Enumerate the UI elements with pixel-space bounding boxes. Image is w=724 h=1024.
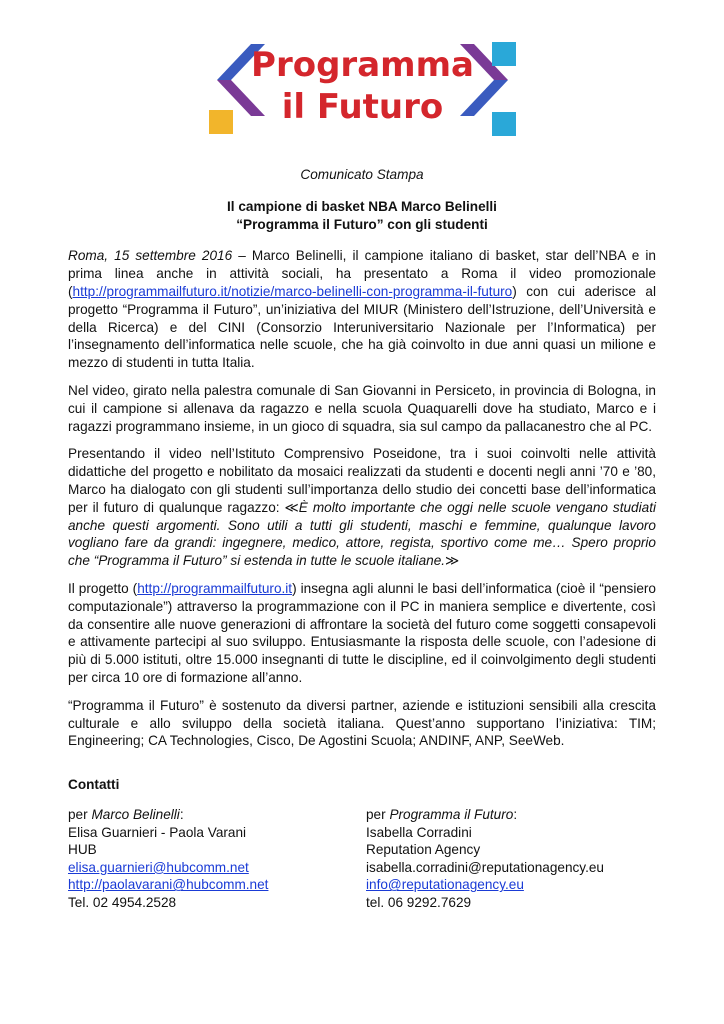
contact-for-suffix: : bbox=[513, 807, 518, 822]
contacts-section bbox=[68, 776, 656, 910]
paragraph-1 bbox=[68, 247, 656, 372]
contact-for-suffix: : bbox=[179, 807, 184, 822]
title-line-1: Il campione di basket NBA Marco Belinelli bbox=[227, 198, 497, 214]
contact-email-2[interactable]: http://paolavarani@hubcomm.net bbox=[68, 877, 269, 893]
contact-for-line bbox=[68, 806, 348, 824]
contact-email-1[interactable]: elisa.guarnieri@hubcomm.net bbox=[68, 859, 249, 875]
paragraph-3 bbox=[68, 445, 656, 570]
contact-names: Elisa Guarnieri - Paola Varani bbox=[68, 824, 247, 840]
p4-text-b: ) insegna agli alunni le basi dell’informatica (cioè il “pensiero computazionale”) attraverso la programmazione con il PC in maniera semplice e divertente, così da consentire alle nuove generazioni di affrontare la società del futuro come soggetti consapevoli e attivamente partecipi al suo sviluppo. Entusiasmante la risposta delle scuole, con l’adesione di più di 5.000 istituti, oltre 15.000 insegnanti di tutte le discipline, ed il coinvolgimento degli studenti per circa 10 ore di formazione all’anno. bbox=[68, 580, 656, 685]
contact-org: Reputation Agency bbox=[366, 842, 481, 858]
contact-for-name: Programma il Futuro bbox=[389, 807, 514, 822]
contacts-title: Contatti bbox=[68, 777, 120, 792]
contact-names: Isabella Corradini bbox=[366, 824, 472, 840]
contact-phone: tel. 06 9292.7629 bbox=[366, 894, 472, 910]
contact-phone: Tel. 02 4954.2528 bbox=[68, 894, 177, 910]
document-title bbox=[68, 198, 656, 234]
p1-text-b: ) con cui aderisce al progetto “Programma il Futuro”, un’iniziativa del MIUR (Ministero dell’Istruzione, dell’Università e della Ricerca) e del CINI (Consorzio Interuniversitario Nazionale per l’Informatica) per l’insegnamento dell’informatica nelle scuole, che ha già coinvolto in due anni quasi un milione e mezzo di studenti in tutta Italia. bbox=[68, 283, 656, 371]
dateline: Roma, 15 settembre 2016 bbox=[68, 248, 233, 264]
paragraph-4 bbox=[68, 580, 656, 687]
contact-email-1: isabella.corradini@reputationagency.eu bbox=[366, 859, 604, 875]
contact-org: HUB bbox=[68, 842, 97, 858]
site-link[interactable]: http://programmailfuturo.it bbox=[137, 580, 293, 596]
logo-wordmark bbox=[205, 44, 520, 128]
p1-text-a: – Marco Belinelli, il campione italiano di basket, star dell’NBA e in prima linea anche in attività sociali, ha presentato a Roma il video promozionale ( bbox=[68, 248, 656, 299]
contact-for-prefix: per bbox=[366, 807, 390, 822]
contact-column-belinelli bbox=[68, 806, 348, 912]
document-subtitle: Comunicato Stampa bbox=[300, 167, 424, 182]
p3-text: Presentando il video nell’Istituto Comprensivo Poseidone, tra i suoi coinvolti nelle attività didattiche del progetto e nobilitato da mosaici realizzati da studenti e docenti negli anni ’70 e ’80, Marco ha dialogato con gli studenti sull’importanza dello studio dei concetti base dell’informatica per il futuro di qualunque ragazzo: bbox=[68, 446, 656, 515]
p4-text-a: Il progetto ( bbox=[68, 580, 138, 596]
contact-column-programma bbox=[366, 806, 646, 912]
contact-for-line bbox=[366, 806, 646, 824]
logo-line-1: Programma bbox=[251, 45, 474, 85]
programma-il-futuro-logo bbox=[205, 40, 520, 140]
contact-for-name: Marco Belinelli bbox=[91, 807, 180, 822]
paragraph-5: “Programma il Futuro” è sostenuto da diversi partner, aziende e istituzioni sensibili alla crescita culturale e allo sviluppo della società italiana. Quest’anno supportano l’iniziativa: TIM; Engineering; CA Technologies, Cisco, De Agostini Scuola; ANDINF, ANP, SeeWeb. bbox=[68, 697, 656, 749]
title-line-2: “Programma il Futuro” con gli studenti bbox=[236, 216, 488, 232]
contact-for-prefix: per bbox=[68, 807, 92, 822]
logo-line-2: il Futuro bbox=[281, 87, 444, 127]
contact-email-2[interactable]: info@reputationagency.eu bbox=[366, 877, 524, 893]
paragraph-2: Nel video, girato nella palestra comunale di San Giovanni in Persiceto, in provincia di Bologna, in cui il campione si allenava da ragazzo e nella scuola Quaquarelli dove ha studiato, Marco e i ragazzi programmano insieme, in un gioco di squadra, sia sul campo da pallacanestro che al PC. bbox=[68, 382, 656, 434]
video-link[interactable]: http://programmailfuturo.it/notizie/marco-belinelli-con-programma-il-futuro bbox=[72, 283, 513, 299]
belinelli-quote: ≪È molto importante che oggi nelle scuole vengano studiati anche questi argomenti. Sono utili a tutti gli studenti, maschi e femmine, qualunque lavoro vogliano fare da grandi: ingegnere, medico, attore, regista, sportivo come me… Spero proprio che “Programma il Futuro” si estenda in tutte le scuole italiane.≫ bbox=[68, 499, 656, 569]
main-content bbox=[68, 166, 656, 760]
